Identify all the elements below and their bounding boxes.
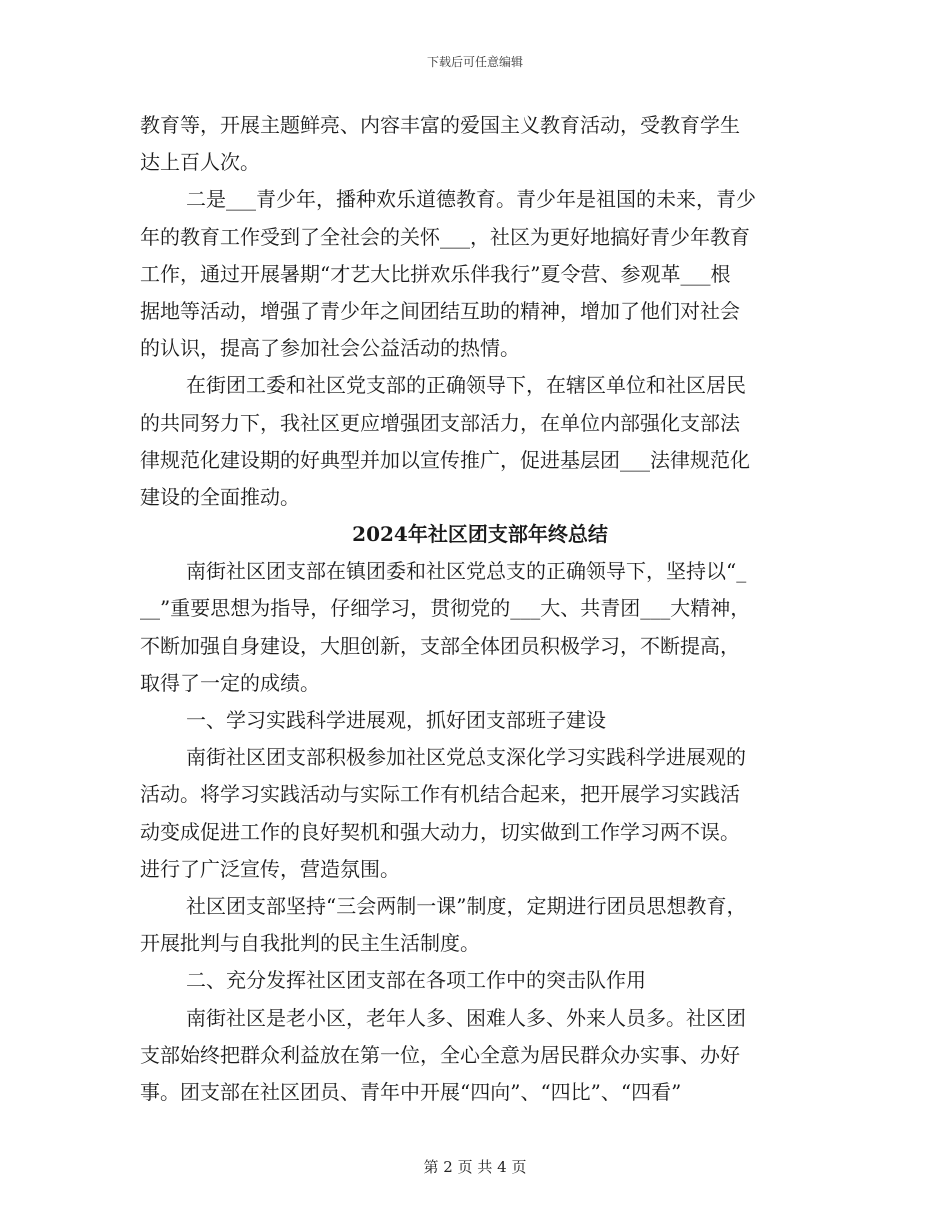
- subheading-line: 二、充分发挥社区团支部在各项工作中的突击队作用: [186, 968, 646, 993]
- paragraph-line: 二是___青少年，播种欢乐道德教育。青少年是祖国的未来，青少: [186, 187, 756, 212]
- paragraph-line: 的共同努力下，我社区更应增强团支部活力，在单位内部强化支部法: [140, 410, 740, 435]
- document-body: [140, 107, 810, 1111]
- paragraph-line: 教育等，开展主题鲜亮、内容丰富的爱国主义教育活动，受教育学生: [140, 113, 740, 137]
- paragraph-line: 达上百人次。: [140, 150, 260, 175]
- paragraph-line: 据地等活动，增强了青少年之间团结互助的精神，增加了他们对社会: [140, 298, 740, 323]
- paragraph-line: 在街团工委和社区党支部的正确领导下，在辖区单位和社区居民: [186, 373, 746, 398]
- paragraph-line: 取得了一定的成绩。: [140, 670, 320, 695]
- paragraph-line: 社区团支部坚持“三会两制一课”制度，定期进行团员思想教育，: [186, 893, 747, 918]
- paragraph-line: 建设的全面推动。: [140, 484, 300, 509]
- paragraph-line: 工作，通过开展暑期“才艺大比拼欢乐伴我行”夏令营、参观革___根: [140, 261, 731, 286]
- paragraph-line: 南街社区团支部积极参加社区党总支深化学习实践科学进展观的: [186, 745, 746, 770]
- paragraph-line: 动变成促进工作的良好契机和强大动力，切实做到工作学习两不误。: [140, 819, 740, 844]
- paragraph-line: __”重要思想为指导，仔细学习，贯彻党的___大、共青团___大精神，: [140, 596, 751, 621]
- paragraph-line: 支部始终把群众利益放在第一位，全心全意为居民群众办实事、办好: [140, 1042, 740, 1067]
- paragraph-line: 南街社区是老小区，老年人多、困难人多、外来人员多。社区团: [186, 1005, 746, 1030]
- section-title: 2024年社区团支部年终总结: [352, 522, 608, 547]
- paragraph-line: 活动。将学习实践活动与实际工作有机结合起来，把开展学习实践活: [140, 782, 740, 807]
- paragraph-line: 事。团支部在社区团员、青年中开展“四向”、“四比”、“四看”: [140, 1079, 682, 1104]
- page-header: 下载后可任意编辑: [426, 55, 523, 69]
- page-footer: 第 2 页 共 4 页: [423, 1158, 527, 1176]
- paragraph-line: 年的教育工作受到了全社会的关怀___，社区为更好地搞好青少年教育: [140, 224, 750, 249]
- paragraph-line: 开展批判与自我批判的民主生活制度。: [140, 931, 480, 956]
- paragraph-line: 南街社区团支部在镇团委和社区党总支的正确领导下，坚持以“_: [186, 559, 747, 584]
- paragraph-line: 进行了广泛宣传，营造氛围。: [140, 856, 400, 881]
- paragraph-line: 不断加强自身建设，大胆创新，支部全体团员积极学习，不断提高，: [140, 633, 740, 658]
- subheading-line: 一、学习实践科学进展观，抓好团支部班子建设: [186, 708, 606, 732]
- paragraph-line: 律规范化建设期的好典型并加以宣传推广，促进基层团___法律规范化: [140, 447, 750, 472]
- paragraph-line: 的认识，提高了参加社会公益活动的热情。: [140, 336, 520, 361]
